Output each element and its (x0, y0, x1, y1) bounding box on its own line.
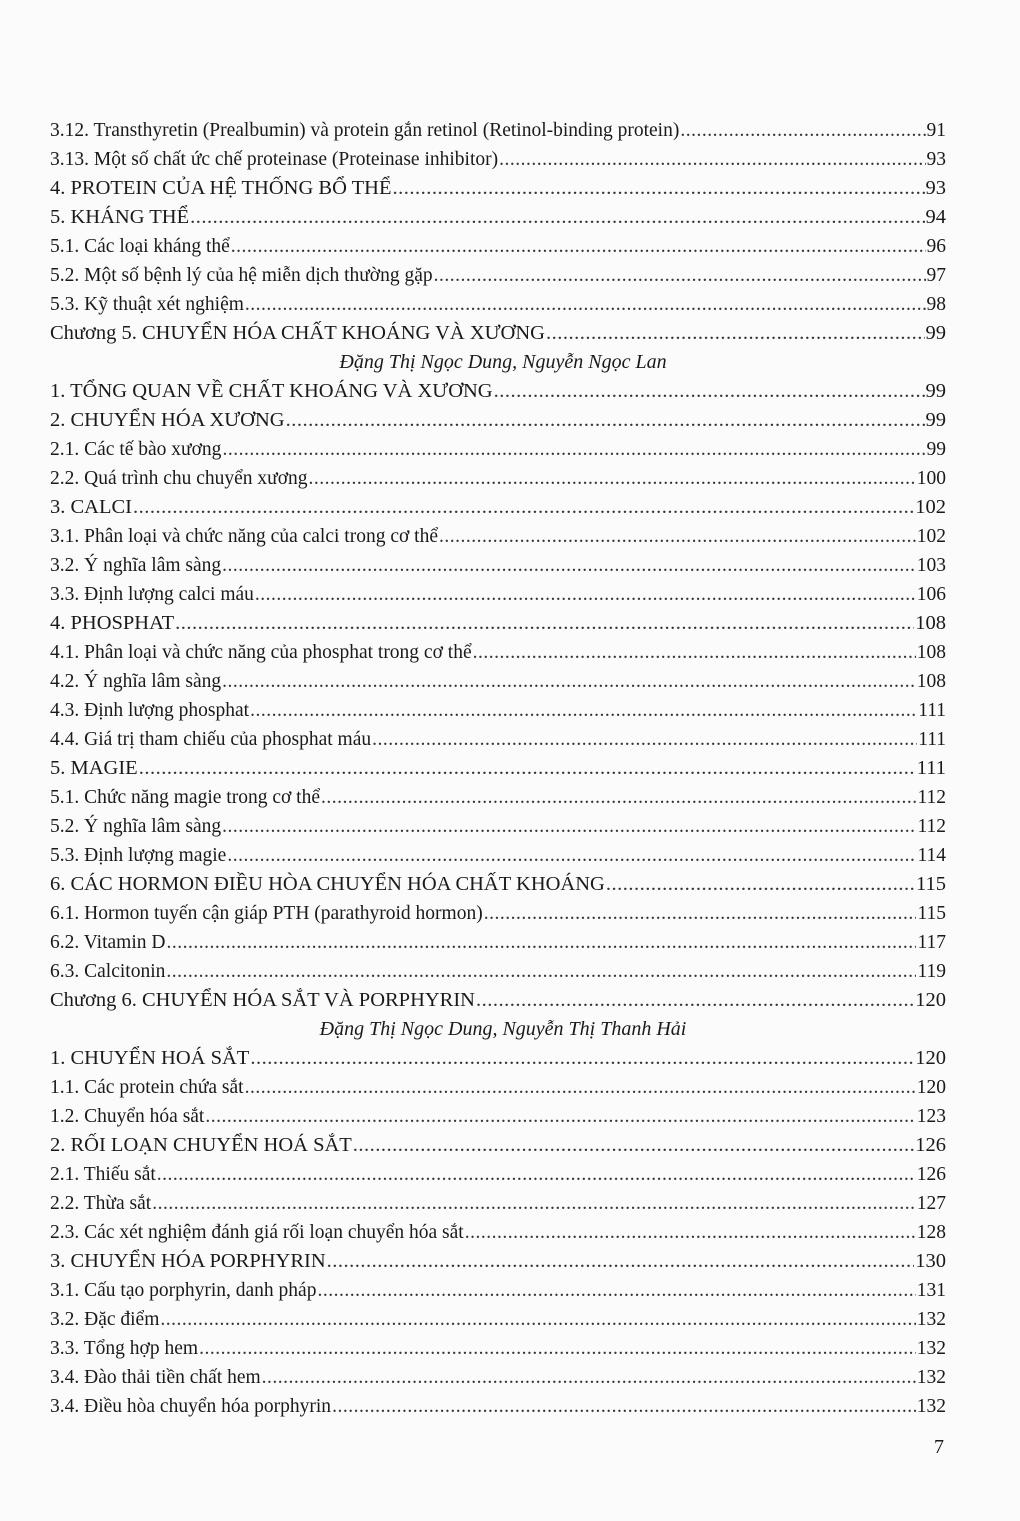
dot-leader (317, 1276, 915, 1305)
toc-entry-page: 106 (916, 584, 946, 605)
toc-entry-title: 5.3. Kỹ thuật xét nghiệm (50, 294, 244, 315)
toc-entry-page: 111 (916, 757, 946, 779)
toc-entry-page: 132 (916, 1367, 946, 1388)
toc-entry-title: 5. MAGIE (50, 757, 138, 779)
dot-leader (255, 580, 916, 609)
dot-leader (222, 551, 916, 580)
toc-item (50, 261, 946, 290)
dot-leader (157, 1160, 916, 1189)
dot-leader (160, 1305, 915, 1334)
dot-leader (473, 638, 916, 667)
toc-item (50, 522, 946, 551)
dot-leader (245, 290, 926, 319)
toc-item (50, 1334, 946, 1363)
toc-entry-page: 126 (915, 1134, 946, 1156)
dot-leader (546, 319, 925, 348)
dot-leader (231, 232, 926, 261)
toc-entry-title: 6. CÁC HORMON ĐIỀU HÒA CHUYỂN HÓA CHẤT KHOÁNG (50, 873, 605, 895)
toc-entry-title: 1. TỔNG QUAN VỀ CHẤT KHOÁNG VÀ XƯƠNG (50, 380, 493, 402)
table-of-contents (50, 116, 946, 1421)
dot-leader (133, 493, 914, 522)
toc-section (50, 174, 946, 203)
toc-entry-title: 6.2. Vitamin D (50, 932, 166, 953)
toc-entry-page: 119 (917, 961, 946, 982)
toc-entry-page: 93 (926, 149, 946, 170)
toc-item (50, 290, 946, 319)
toc-entry-page: 127 (916, 1193, 946, 1214)
toc-item (50, 725, 946, 754)
toc-entry-title: Chương 6. CHUYỂN HÓA SẮT VÀ PORPHYRIN (50, 989, 475, 1011)
toc-entry-title: 3.3. Định lượng calci máu (50, 584, 254, 605)
dot-leader (250, 1044, 914, 1073)
toc-entry-page: 112 (917, 816, 946, 837)
toc-item (50, 464, 946, 493)
toc-item (50, 435, 946, 464)
dot-leader (250, 696, 917, 725)
toc-section (50, 493, 946, 522)
toc-section (50, 870, 946, 899)
toc-entry-title: 4.1. Phân loại và chức năng của phosphat trong cơ thể (50, 642, 472, 663)
toc-entry-title: 3. CALCI (50, 496, 132, 518)
toc-entry-page: 93 (925, 177, 946, 199)
toc-entry-page: 126 (916, 1164, 946, 1185)
toc-entry-page: 108 (916, 671, 946, 692)
toc-entry-page: 115 (916, 873, 946, 895)
toc-entry-title: 4.3. Định lượng phosphat (50, 700, 250, 721)
toc-section (50, 754, 946, 783)
toc-entry-title: 3.2. Đặc điểm (50, 1309, 160, 1330)
toc-entry-page: 96 (926, 236, 946, 257)
dot-leader (139, 754, 916, 783)
toc-entry-title: 2.1. Các tế bào xương (50, 439, 222, 460)
toc-item (50, 1218, 946, 1247)
toc-entry-page: 120 (915, 989, 946, 1011)
toc-entry-title: 1.1. Các protein chứa sắt (50, 1077, 244, 1098)
toc-item (50, 145, 946, 174)
toc-item (50, 116, 946, 145)
dot-leader (439, 522, 916, 551)
toc-entry-title: 5.1. Chức năng magie trong cơ thể (50, 787, 320, 808)
toc-entry-page: 132 (916, 1396, 946, 1417)
toc-item (50, 1073, 946, 1102)
toc-entry-page: 98 (926, 294, 946, 315)
toc-entry-page: 130 (915, 1250, 946, 1272)
dot-leader (392, 174, 924, 203)
toc-entry-page: 100 (916, 468, 946, 489)
dot-leader (353, 1131, 914, 1160)
toc-entry-page: 128 (916, 1222, 946, 1243)
toc-section (50, 406, 946, 435)
toc-entry-page: 114 (917, 845, 946, 866)
dot-leader (434, 261, 926, 290)
dot-leader (321, 783, 916, 812)
dot-leader (494, 377, 925, 406)
toc-entry-title: 5.2. Ý nghĩa lâm sàng (50, 816, 222, 837)
dot-leader (222, 812, 916, 841)
dot-leader (152, 1189, 916, 1218)
toc-entry-page: 120 (916, 1077, 946, 1098)
toc-entry-title: 5.2. Một số bệnh lý của hệ miễn dịch thường gặp (50, 265, 433, 286)
dot-leader (499, 145, 925, 174)
toc-entry-page: 103 (916, 555, 946, 576)
toc-entry-page: 94 (925, 206, 946, 228)
dot-leader (190, 203, 924, 232)
dot-leader (372, 725, 917, 754)
toc-item (50, 1392, 946, 1421)
toc-entry-title: 3.12. Transthyretin (Prealbumin) và protein gắn retinol (Retinol-binding protein) (50, 120, 680, 141)
toc-item (50, 783, 946, 812)
toc-section (50, 1131, 946, 1160)
toc-item (50, 580, 946, 609)
toc-entry-page: 99 (925, 380, 946, 402)
dot-leader (199, 1334, 916, 1363)
toc-entry-title: 2. RỐI LOẠN CHUYỂN HOÁ SẮT (50, 1134, 352, 1156)
toc-entry-page: 117 (917, 932, 946, 953)
toc-section (50, 609, 946, 638)
toc-chapter (50, 986, 946, 1015)
toc-entry-title: 3.1. Phân loại và chức năng của calci trong cơ thể (50, 526, 438, 547)
toc-entry-title: 3.13. Một số chất ức chế proteinase (Proteinase inhibitor) (50, 149, 499, 170)
toc-entry-title: 2.2. Thừa sắt (50, 1193, 152, 1214)
dot-leader (166, 928, 916, 957)
dot-leader (222, 435, 925, 464)
toc-entry-page: 111 (918, 700, 946, 721)
toc-item (50, 638, 946, 667)
toc-entry-title: 4.4. Giá trị tham chiếu của phosphat máu (50, 729, 372, 750)
toc-entry-title: 2. CHUYỂN HÓA XƯƠNG (50, 409, 285, 431)
page-number: 7 (934, 1436, 944, 1458)
dot-leader (205, 1102, 915, 1131)
dot-leader (327, 1247, 915, 1276)
toc-item (50, 841, 946, 870)
toc-entry-page: 123 (916, 1106, 946, 1127)
toc-entry-page: 115 (917, 903, 946, 924)
toc-item (50, 1305, 946, 1334)
toc-entry-title: 4.2. Ý nghĩa lâm sàng (50, 671, 222, 692)
toc-entry-page: 112 (917, 787, 946, 808)
chapter-authors: Đặng Thị Ngọc Dung, Nguyễn Ngọc Lan (339, 351, 667, 373)
toc-entry-page: 132 (916, 1309, 946, 1330)
toc-item (50, 696, 946, 725)
dot-leader (606, 870, 915, 899)
toc-item (50, 1363, 946, 1392)
dot-leader (309, 464, 916, 493)
chapter-authors: Đặng Thị Ngọc Dung, Nguyễn Thị Thanh Hải (319, 1018, 687, 1040)
toc-entry-page: 111 (918, 729, 946, 750)
dot-leader (680, 116, 925, 145)
toc-item (50, 232, 946, 261)
dot-leader (227, 841, 916, 870)
toc-entry-title: 6.1. Hormon tuyến cận giáp PTH (parathyroid hormon) (50, 903, 483, 924)
toc-item (50, 667, 946, 696)
toc-entry-title: 1. CHUYỂN HOÁ SẮT (50, 1047, 250, 1069)
toc-entry-title: 2.1. Thiếu sắt (50, 1164, 156, 1185)
dot-leader (222, 667, 916, 696)
toc-entry-title: 1.2. Chuyển hóa sắt (50, 1106, 205, 1127)
toc-section (50, 203, 946, 232)
dot-leader (465, 1218, 916, 1247)
toc-entry-title: 3.4. Đào thải tiền chất hem (50, 1367, 261, 1388)
toc-entry-title: 5. KHÁNG THỂ (50, 206, 190, 228)
toc-entry-title: Chương 5. CHUYỂN HÓA CHẤT KHOÁNG VÀ XƯƠNG (50, 322, 545, 344)
toc-entry-title: 2.3. Các xét nghiệm đánh giá rối loạn chuyển hóa sắt (50, 1222, 464, 1243)
toc-item (50, 1276, 946, 1305)
toc-item (50, 899, 946, 928)
toc-entry-page: 97 (926, 265, 946, 286)
dot-leader (175, 609, 914, 638)
toc-entry-title: 3.4. Điều hòa chuyển hóa porphyrin (50, 1396, 332, 1417)
toc-entry-page: 120 (915, 1047, 946, 1069)
toc-entry-title: 4. PHOSPHAT (50, 612, 175, 634)
toc-entry-page: 99 (925, 322, 946, 344)
toc-section (50, 1247, 946, 1276)
toc-item (50, 1189, 946, 1218)
toc-section (50, 377, 946, 406)
toc-section (50, 1044, 946, 1073)
toc-entry-title: 3.1. Cấu tạo porphyrin, danh pháp (50, 1280, 317, 1301)
toc-item (50, 1160, 946, 1189)
toc-item (50, 551, 946, 580)
toc-entry-page: 108 (916, 642, 946, 663)
dot-leader (476, 986, 914, 1015)
toc-entry-title: 3.2. Ý nghĩa lâm sàng (50, 555, 222, 576)
toc-item (50, 812, 946, 841)
toc-entry-page: 102 (916, 526, 946, 547)
dot-leader (484, 899, 917, 928)
toc-entry-page: 99 (926, 439, 946, 460)
toc-entry-page: 91 (926, 120, 946, 141)
toc-entry-page: 132 (916, 1338, 946, 1359)
toc-item (50, 957, 946, 986)
toc-entry-title: 5.3. Định lượng magie (50, 845, 227, 866)
toc-entry-page: 131 (916, 1280, 946, 1301)
toc-entry-title: 4. PROTEIN CỦA HỆ THỐNG BỔ THỂ (50, 177, 392, 199)
toc-entry-title: 5.1. Các loại kháng thể (50, 236, 230, 257)
dot-leader (286, 406, 925, 435)
dot-leader (262, 1363, 916, 1392)
dot-leader (245, 1073, 916, 1102)
toc-entry-title: 6.3. Calcitonin (50, 961, 166, 982)
toc-entry-page: 108 (915, 612, 946, 634)
toc-entry-page: 102 (915, 496, 946, 518)
toc-entry-page: 99 (925, 409, 946, 431)
toc-entry-title: 3.3. Tổng hợp hem (50, 1338, 199, 1359)
dot-leader (166, 957, 916, 986)
toc-item (50, 928, 946, 957)
toc-entry-title: 3. CHUYỂN HÓA PORPHYRIN (50, 1250, 326, 1272)
toc-entry-title: 2.2. Quá trình chu chuyển xương (50, 468, 308, 489)
toc-chapter (50, 319, 946, 348)
dot-leader (332, 1392, 916, 1421)
toc-item (50, 1102, 946, 1131)
